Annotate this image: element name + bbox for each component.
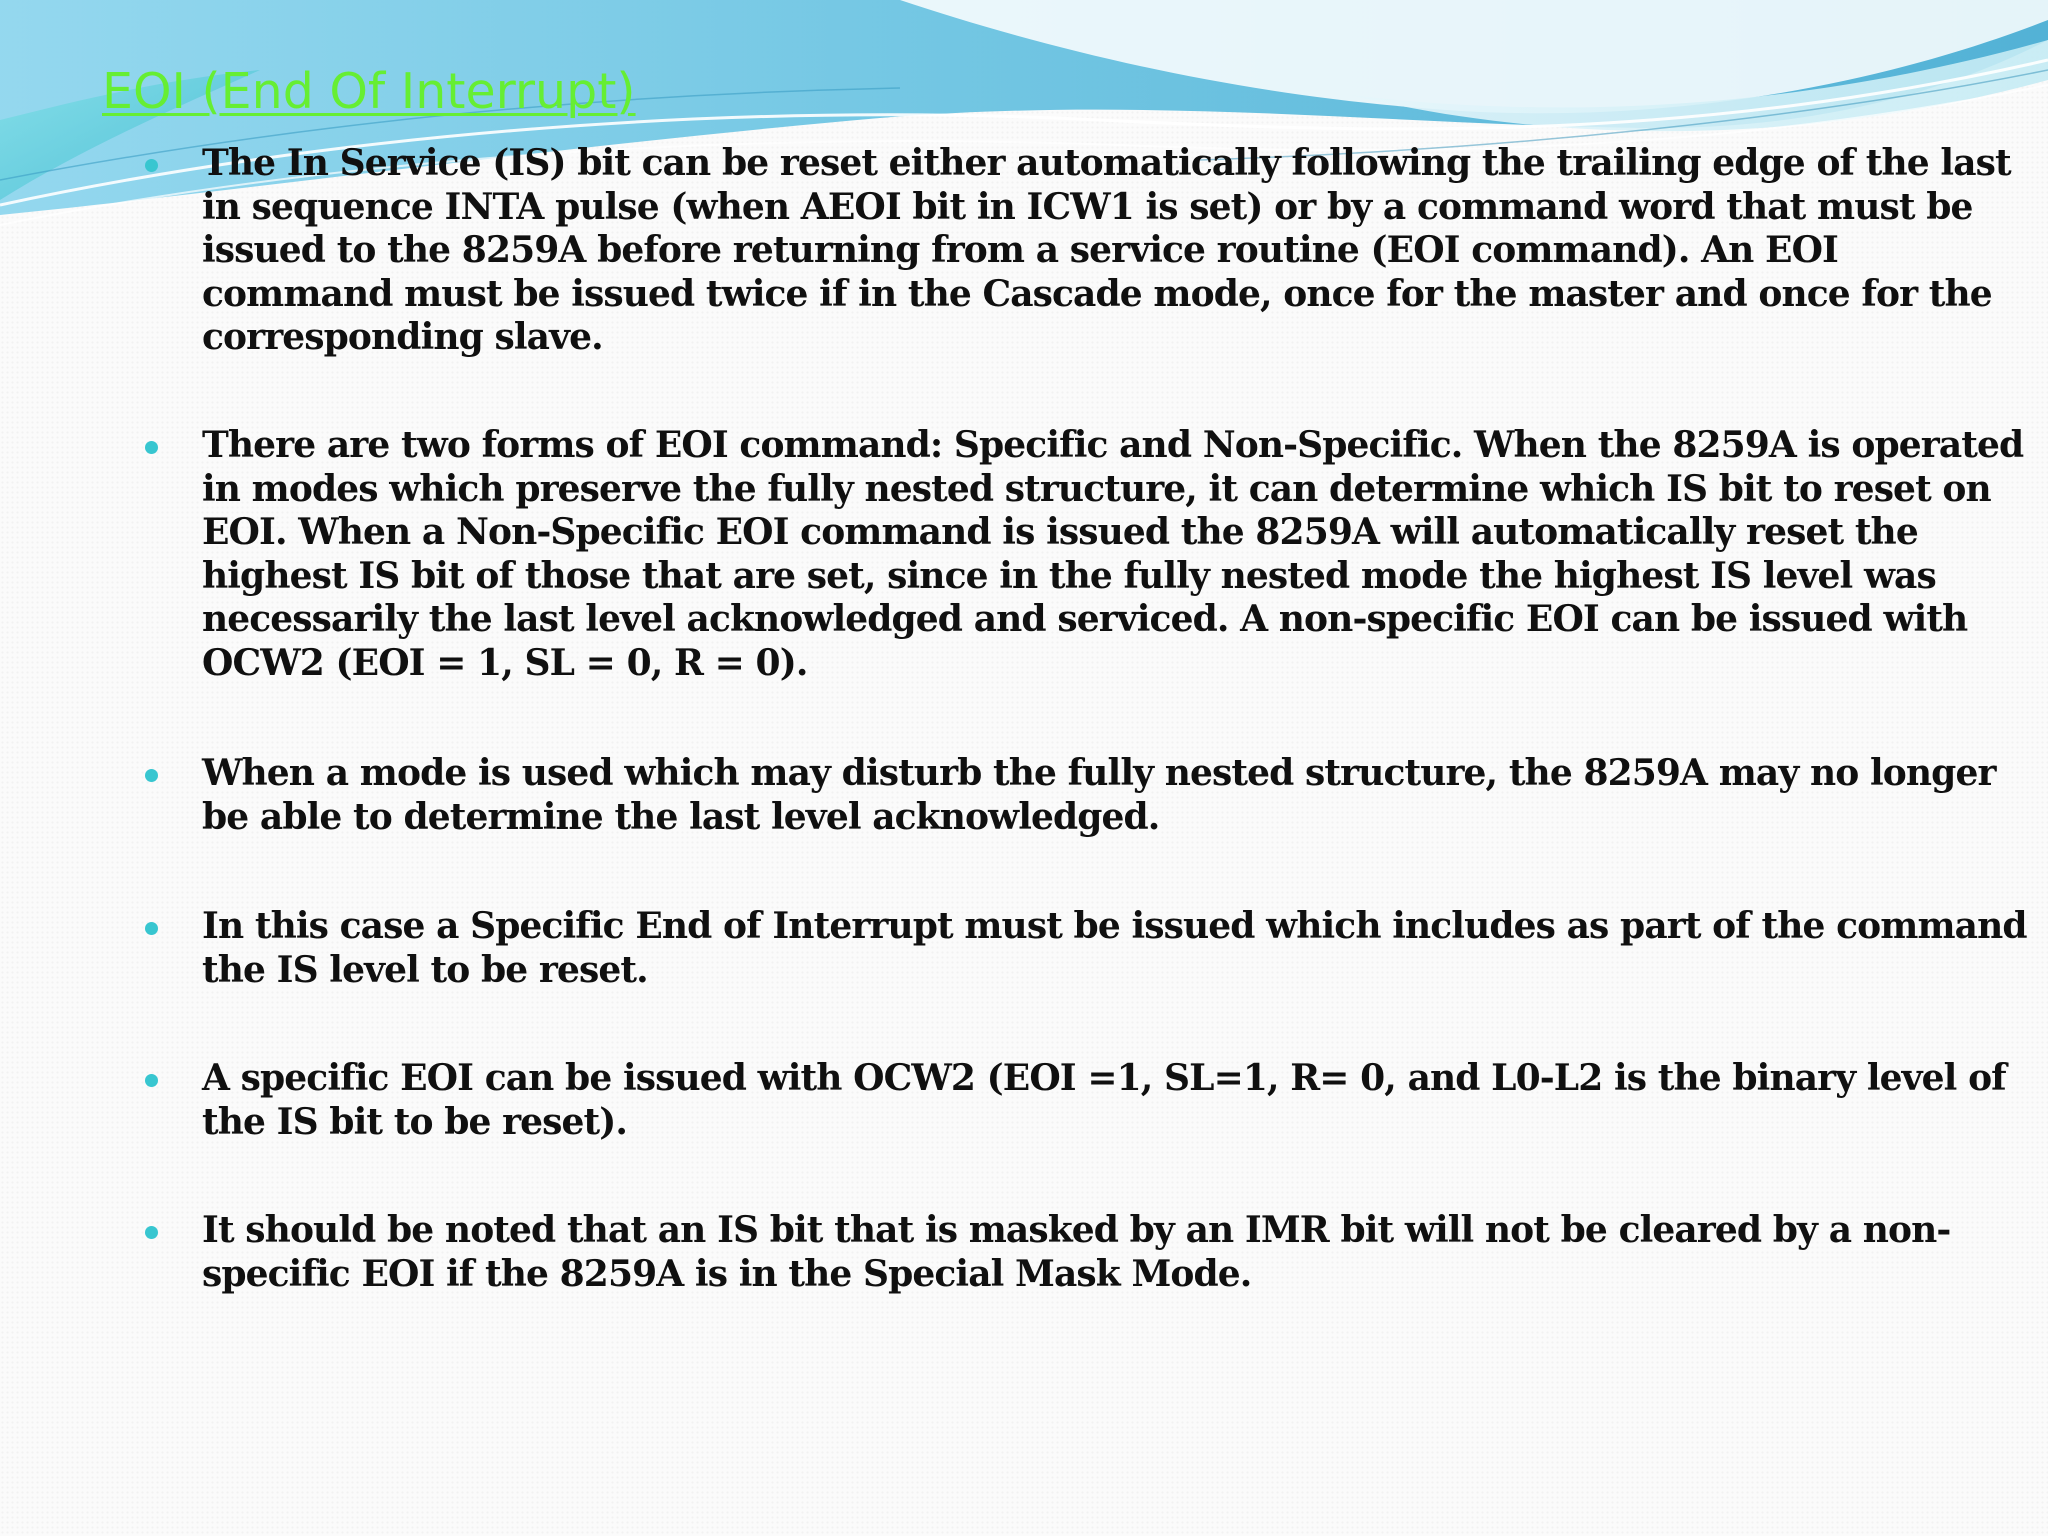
bullet-text: In this case a Specific End of Interrupt must be issued which includes as part of the command the IS level to be reset.	[202, 905, 2027, 991]
bullet-item	[140, 1209, 2032, 1296]
slide-title: EOI (End Of Interrupt)	[102, 63, 636, 120]
bullet-dot-icon	[145, 1074, 158, 1087]
bullet-dot-icon	[145, 159, 158, 172]
bullet-text: It should be noted that an IS bit that is masked by an IMR bit will not be cleared by a non-specific EOI if the 8259A is in the Special Mask Mode.	[202, 1209, 1951, 1295]
bullet-dot-icon	[145, 441, 158, 454]
bullet-item	[140, 1057, 2032, 1144]
bullet-dot-icon	[145, 1226, 158, 1239]
bullet-text: There are two forms of EOI command: Specific and Non-Specific. When the 8259A is operated in modes which preserve the fully nested structure, it can determine which IS bit to reset on EOI. When a Non-Specific EOI command is issued the 8259A will automatically reset the highest IS bit of those that are set, since in the fully nested mode the highest IS level was necessarily the last level acknowledged and serviced. A non-specific EOI can be issued with OCW2 (EOI = 1, SL = 0, R = 0).	[202, 424, 2024, 684]
bullet-item	[140, 424, 2032, 686]
bullet-text: The In Service (IS) bit can be reset either automatically following the trailing edge of the last in sequence INTA pulse (when AEOI bit in ICW1 is set) or by a command word that must be issued to the 8259A before returning from a service routine (EOI command). An EOI command must be issued twice if in the Cascade mode, once for the master and once for the corresponding slave.	[202, 142, 2011, 359]
bullet-item	[140, 752, 2032, 839]
bullet-dot-icon	[145, 769, 158, 782]
bullet-item	[140, 905, 2032, 992]
bullet-dot-icon	[145, 922, 158, 935]
bullet-text: When a mode is used which may disturb the fully nested structure, the 8259A may no longer be able to determine the last level acknowledged.	[202, 752, 1996, 838]
bullet-item	[140, 142, 2032, 360]
bullet-text: A specific EOI can be issued with OCW2 (EOI =1, SL=1, R= 0, and L0-L2 is the binary level of the IS bit to be reset).	[202, 1057, 2006, 1143]
